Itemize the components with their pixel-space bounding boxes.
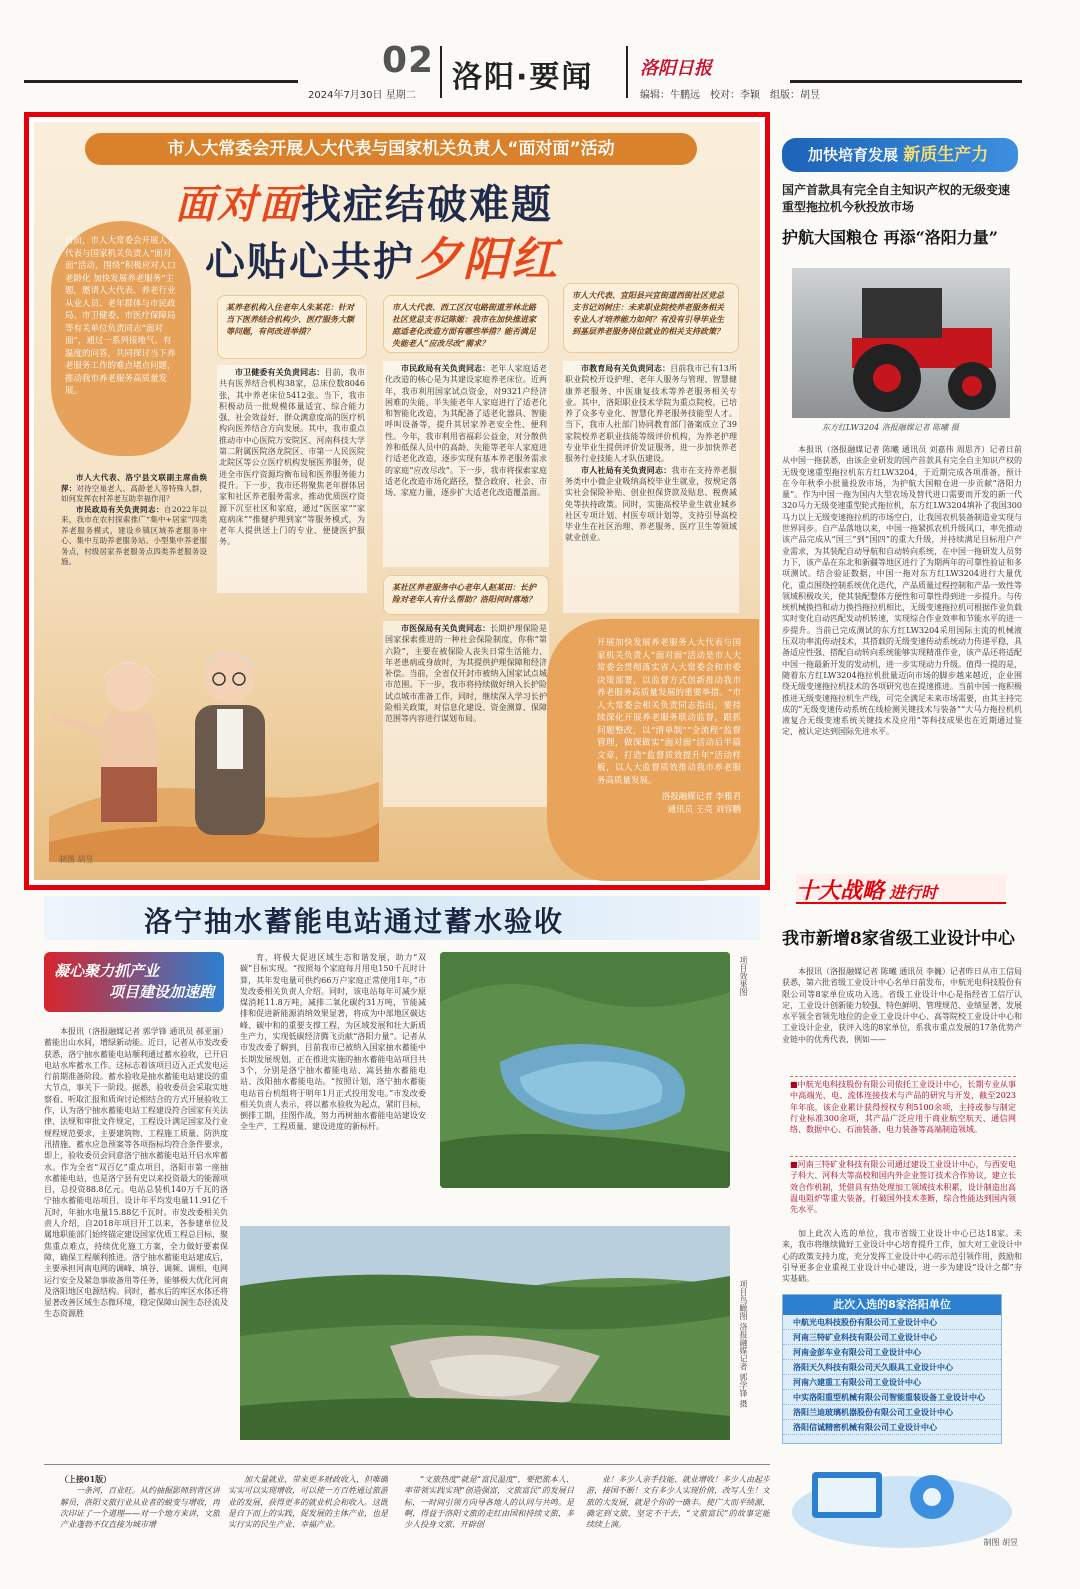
header-rule-right — [790, 80, 1022, 83]
question-card-2 — [383, 295, 549, 353]
headline-line-2 — [205, 223, 559, 289]
editor-credits: 编辑：牛鹏远 校对：李颖 组版：胡昱 — [640, 90, 820, 101]
project-badge-a: 凝心聚力抓产业 — [54, 962, 160, 980]
article-2 — [44, 896, 760, 1456]
continued-label: （上接01版） — [60, 1474, 112, 1484]
bottom-text-4: 业！多少人亲手技能、就业增收！多少人由起步游，接国不断！文有多少人实现价值，改写人生！文旅的大发展，就是个你的一确丰。使广大而平绩源，确定到文旅，坚定不干去，“文旅富民”的故事定能续续上演。 — [586, 1475, 770, 1530]
bottom-text-2: 加大量就业、带来更多财政收入，但唯确实实可以实现增收，可以使一方百姓通过旅游业的发展，获得更多的就业机会和收入。这既是自下而上的实践，促发展的主体产业，也是实行实的民生产业、幸福产业。 — [228, 1475, 388, 1530]
unit-list-box — [782, 1294, 1002, 1444]
side-subhead: 国产首款具有完全自主知识产权的无级变速重型拖拉机今秋投放市场 — [782, 183, 1011, 214]
answer-2: 老年人家庭适老化改造的核心是为其建设家庭养老床位。近两年，我市利用国家试点资金，对9321户经济困难的失能、半失能老年人家庭进行了适老化和智能化改造，为其配备了适老化器具、智能呼叫设备等，提升其居家养老安全性、便利性。今年，我市利用省福彩公益金，对分散供养和低保人员中的高龄、失能等老年人家庭进行适老化改造，逐步实现有基本养老服务需求的家庭“应改尽改”。下一步，我市将探索家庭适老化改造市场化路径，整合政府、社会、市场、家庭力量，逐步扩大适老化改造覆盖面。 — [385, 364, 548, 498]
side-bottom-headline: 我市新增8家省级工业设计中心 — [782, 929, 1015, 949]
article-2-col-1: 本报讯（洛报融媒记者 郭学锋 通讯员 郝亚丽）蓄能出山水间，增绿新动能。近日，记者从市发改委获悉，洛宁抽水蓄能电站顺利通过蓄水验收，已开启电站水库蓄水工作。这标志着该项目迈入正式发电运行前期准备阶段。蓄水验收是抽水蓄能电站建设的重大节点，事关下一阶段。据悉，验收委员会采取实地察看、听取汇报和质询讨论相结合的方式开展验收工作，认为洛宁抽水蓄能电站工程建设符合国家有关法律、法规和审批文件规定，工程设计满足国家及行业规程规范要求，主要建筑物、工程施工质量、防洪度汛措施、蓄水应急预案等各项指标均符合条件要求，即上，验收委员会同意洛宁抽水蓄能电站开启水库蓄水。作为全省“双百亿”重点项目，洛阳市第一座抽水蓄能电站，也是洛宁县有史以来投资最大的能源项目，总投资88.8亿元。电站总装机140万千瓦的洛宁抽水蓄能电站项目，设计年平均发电量11.91亿千瓦时，年抽水电量15.88亿千瓦时。市发改委相关负责人介绍，自2018年项目开工以来，各参建单位及属地职能部门始终锚定建设国家优质工程总目标，聚焦重点难点，持续优化施工方案，全力做好要素保障，确保工程顺利推进。洛宁抽水蓄能电站建成后，主要承担河南电网的调峰、填谷、调频、调相、电网运行安全及紧急事故备用等任务，能够极大优化河南及洛阳地区电源结构。同时，蓄水后的库区水体还将显著改善区域生态微环境，稳定保障山洞生态径流及生态资源胜 — [44, 1027, 228, 1319]
side-headline: 护航大国粮仓 再添“洛阳力量” — [782, 228, 998, 247]
unit-list — [783, 1315, 1001, 1435]
unit-list-item: 河南金彭车业有限公司工业设计中心 — [783, 1345, 1001, 1360]
side-badge-a: 加快培育发展 — [808, 146, 899, 164]
project-badge — [44, 952, 224, 1012]
feature-story — [24, 112, 770, 890]
page-header — [0, 0, 1080, 104]
elderly-couple-illustration — [49, 617, 379, 862]
header-divider — [440, 46, 442, 98]
unit-list-item: 洛阳天久科技有限公司天久眼具工业设计中心 — [783, 1360, 1001, 1375]
headline-dark-1: 找症结破难题 — [301, 181, 553, 228]
page-number: 02 — [382, 40, 435, 81]
outro-box — [547, 619, 759, 881]
side-badge — [782, 138, 1018, 172]
unit-list-item: 洛阳信诚精密机械有限公司工业设计中心 — [783, 1420, 1001, 1435]
issue-date: 2024年7月30日 星期二 — [308, 90, 416, 101]
header-rule — [24, 80, 298, 83]
answer-1-label: 市卫健委有关负责同志： — [235, 367, 325, 377]
unit-list-title: 此次入选的8家洛阳单位 — [783, 1295, 1001, 1315]
intro-box: 日前，市人大常委会开展人大代表与国家机关负责人“面对面”活动，围绕“积极应对人口老龄化 加快发展养老服务”主题，邀请人大代表、养老行业从业人员、老年群体与市民政局、市卫健委、市医疗保障局等有关单位负责同志“面对面”，通过一系列接地气、有温度的问答，共同探讨当下养老服务工作的难点堵点问题，推动我市养老服务高质量发展。 — [51, 221, 191, 456]
bottom-strip — [60, 1464, 770, 1574]
outro-text: 开展加快发展养老服务人大代表与国家机关负责人“面对面”活动是市人大常委会贯彻落实省人大常委会和市委决策部署，以监督方式创新推动我市养老服务高质量发展的重要举措。“市人大常委会相关负责同志指出，要持续深化开展养老服务联动监督，跟抓问题整改，以“清单制”“全流程”监督管理，做深做实“面对面”活动后半篇文章，打造“监督质效提升年”活动样板，以人大监督质效推动我市养老服务高质量发展。 — [597, 638, 741, 786]
masthead-logo: 洛阳日报 — [640, 58, 712, 79]
strategy-badge-a: 十大战略 — [796, 879, 885, 904]
bottom-text-3: “文旅热度”就是“富民温度”，要把旅本人、率带领实践实现“创造强富，文旅富民”的发展目标，一时间引领方向导各地人的认同与共鸣。是啊，得益于洛阳文旅的走红由国和持续文旅，多少人投身文旅、开辟创 — [404, 1475, 574, 1530]
side-bottom-body: 本报讯（洛报融媒记者 陈曦 通讯员 李巍）记者昨日从市工信局获悉，第六批省级工业设计中心名单日前发布，中航光电科技股份有限公司等8家单位成功入选。省级工业设计中心是指经省工信厅认定，工业设计创新能力较强、特色鲜明、管理规范、业绩显著、发展水平领全省领先地位的企业工业设计中心、高等院校工业设计中心和工业设计企业，获评入选的8家单位，系我市重点发展的17条优势产业链中的优秀代表，例如—— — [782, 967, 1022, 1044]
strategy-badge — [796, 874, 1006, 904]
example-2: ■河南三特矿业科技有限公司通过建设工业设计中心，与西安电子科大、河科大等高校和国内外企业签订技术合作协议，建立长效合作机制，凭借具有热处理加工领域技术积累，设计制造出高温电阻炉等重大装备，打破国外技术垄断，综合性能达到国内领先水平。 — [790, 1156, 1016, 1224]
question-3: 市人大代表、宜阳县兴宜街道西街社区党总支书记刘树庄：未来职业院校养老服务相关专业人才培养能力如何？有没有引导毕业生到基层养老服务岗位就业的相关支持政策？ — [572, 290, 724, 336]
side-badge-b: 新质生产力 — [903, 145, 989, 165]
aerial-caption: 项目鸟瞰图 洛报融媒记者 郭学锋 摄 — [739, 1280, 748, 1408]
answer-column-1 — [217, 365, 367, 593]
answer-column-2 — [383, 361, 549, 567]
side-top-article — [782, 132, 1022, 862]
headline-red-2: 夕阳红 — [415, 232, 559, 286]
bottom-rule — [44, 1464, 770, 1465]
strategy-badge-b: 进行时 — [889, 883, 938, 902]
answer-2-label: 市民政局有关负责同志： — [401, 363, 491, 373]
answer-3-label: 市教育局有关负责同志： — [581, 363, 671, 373]
aerial-photo — [240, 1226, 730, 1440]
article-2-col-2: 育，将极大促进区域生态和谐发展，助力“双碳”目标实现。“按照每个家庭每月用电150千瓦时计算，其年发电量可供约66万户家庭正常使用1年，”市发改委相关负责人介绍。同时，该电站每年可减少原煤消耗11.8万吨，减排二氧化碳约31万吨，节能减排和促进新能源消纳效果显著，将成为中部地区碳达峰、碳中和的重要支撑工程，为区域发展和壮大新质生产力，实现低碳经济腾飞贡献“洛阳力量”。记者从市发改委了解到，目前我市已被纳入国家抽水蓄能中长期发展规划，正在推进实施的抽水蓄能电站项目共3个，分别是洛宁抽水蓄能电站、嵩县抽水蓄能电站、汝阳抽水蓄能电站。“按照计划，洛宁抽水蓄能电站首台机组将于明年1月正式投用发电。”市发改委相关负责人表示，将以蓄水验收为起点，紧盯目标，倒排工期，挂图作战，努力再树抽水蓄能电站建设安全生产、工程质量、建设进度的新标杆。 — [240, 953, 426, 1132]
header-divider-2 — [626, 46, 628, 98]
render-caption: 项目效果图 — [739, 956, 748, 996]
question-4: 某社区养老服务中心老年人赵某田：长护险对老年人有什么帮助？洛阳何时落地？ — [392, 582, 536, 604]
question-card-3 — [563, 283, 739, 353]
cloud-graphic — [782, 1452, 1022, 1552]
question-card-4 — [383, 575, 549, 615]
side-qa-column: 市人大代表、洛宁县文联副主席曲焕萍：对待空巢老人、高龄老人等特殊人群，如何发挥农村养老互助幸福作用？ 市民政局有关负责同志：自2022年以来，我市在农村探索推广“集中+居家”四类养老服务模式，建设乡镇区域养老服务中心、集中互助养老服务站、小型集中养老服务点，村级居家养老服务点四类养老服务设施。 — [61, 473, 207, 566]
question-card-1 — [217, 295, 367, 359]
example-1: ■中航光电科技股份有限公司依托工业设计中心，长期专业从事中高端光、电、流体连接技术与产品的研究与开发，截至2023年年底，该企业累计获得授权专利5100余项，主持或参与制定行业标准300余项，其产品广泛应用于商业航空航天、通信网络、数据中心、石油装备、电力装备等高端制造领域。 — [790, 1076, 1016, 1154]
answer-column-3 — [563, 361, 739, 613]
unit-list-item: 河南三特矿业科技有限公司工业设计中心 — [783, 1330, 1001, 1345]
side-body: 本报讯（洛报融媒记者 陈曦 通讯员 刘嘉伟 周思齐）记者日前从中国一拖获悉，由该企业研发的国产首款具有完全自主知识产权的无级变速重型拖拉机东方红LW3204，于近期完成各项准备，预计在今年秋季小批量投放市场，为护航大国粮仓进一步贡献“洛阳力量”。作为中国一拖为国内大型农场及替代进口需要而开发的新一代320马力无级变速重型轮式拖拉机，东方红LW3204填补了我国300马力以上无级变速拖拉机的市场空白，让我国农机装备制造业实现与世界同步。自产品落地以来，中国一拖紧抓农机升级风口，率先推动该产品完成从“国三”到“国四”的重大升级，并持续满足目标用户产业需求，为其装配自动导航和自动转向系统，在中国一拖研发人员努力下，该产品在东北和新疆等地区进行了为期两年的可靠性验证和多项测试。结合验证数据，中国一拖对东方红LW3204进行大量优化，重点围绕控制系统优化迭代，产品质量过程控制和产品一致性等领域积极攻关，使其装配整体方便性和可靠性得到进一步提升。与传统机械换挡和动力换挡拖拉机相比，无级变速拖拉机可根据作业负载实时变化自动匹配发动机转速，实现综合作业效率和节能水平的进一步提升。当前已完成测试的东方红LW3204采用国际主流的机械液压双功率流传动技术，其搭载的无级变速传动系统动力传递平稳，具备适应性强、搭配自动转向系统能够实现精准作业，该产品还将适配中国一拖最新开发的发动机，进一步实现动力升级。值得一提的是，随着东方红LW3204拖拉机批量迈向市场的脚步越来越近，企业围绕无级变速拖拉机技术的各项研究也在提速推进。当前中国一拖积极推进无级变速拖拉机生产线，可完全满足未来市场需要，由其主持完成的“无级变速传动系统在线检测关键技术与装备”“大马力拖拉机机液复合无级变速系统关键技术及应用”等科技成果也在近期通过鉴定，被认定达到国际先进水平。 — [782, 445, 1022, 737]
bottom-text-1: 一条河，百业旺。从约抽掘影师到背区讲解员，洛阳文旅行业从业者的蜕变与增收，再次印证了一个道理——对一个地方来讲，文旅产业蓬勃不仅直接为城市增 — [60, 1486, 220, 1530]
section-title: 洛阳·要闻 — [452, 60, 594, 95]
feature-artist-credit: 制图 胡昱 — [59, 855, 94, 864]
side-bottom-artist: 制图 胡昱 — [983, 1538, 1018, 1547]
unit-list-item: 洛阳兰迪玻璃机器股份有限公司工业设计中心 — [783, 1405, 1001, 1420]
answer-3b-label: 市人社局有关负责同志： — [581, 464, 672, 475]
headline-red-1: 面对面 — [175, 181, 301, 228]
byline-1: 洛报融媒记者 李雅君 — [661, 792, 741, 802]
question-2: 市人大代表、西工区汉屯路街道芳林北路社区党总支书记陈姬：我市在加快推进家庭适老化改造方面有哪些举措？能否满足失能老人“应改尽改”需求？ — [392, 302, 536, 348]
bottom-col-1 — [60, 1474, 220, 1564]
answer-1: 目前，我市共有医养结合机构38家，总床位数8046张，其中养老床位5412张。当下，我市积极动员一批规模体量适宜、综合能力强、社会效益好、群众满意度高的医疗机构向医养结合方向发展。其中，我市重点推动市中心医院万安院区、河南科技大学第二附属医院洛龙院区、市第一人民医院北院区等公立医疗机构发展医养服务，促进全市医疗资源均衡布局和医养服务能力提升。下一步，我市还将聚焦老年群体居家和社区养老服务需求，推动优质医疗资源下沉至社区和家庭，通过“医医家”“家庭病床”“推健护理到家”等服务模式，为老年人提供送上门的专业、便捷医护服务。 — [219, 368, 366, 547]
answer-column-4 — [383, 621, 549, 807]
headline-line-1 — [175, 173, 553, 230]
unit-list-item: 中航光电科技股份有限公司工业设计中心 — [783, 1315, 1001, 1330]
project-badge-b: 项目建设加速跑 — [108, 983, 214, 1001]
byline-2: 通讯员 王亮 刘容鹏 — [667, 804, 741, 815]
feature-headline — [175, 173, 635, 286]
headline-dark-2: 心贴心共护 — [205, 238, 415, 285]
tractor-photo — [792, 268, 1010, 418]
feature-banner: 市人大常委会开展人大代表与国家机关负责人“面对面”活动 — [85, 133, 697, 165]
answer-3b: 我市在支持养老服务类中小微企业吸纳高校毕业生就业，按规定落实社会保险补贴、创业担保贷款及贴息、税费减免等扶持政策。同时，实施高校毕业生就业城乡社区专项计划、村医专项计划等，支持引导高校毕业生在社区治理、养老服务、医疗卫生等领域就业创业。 — [565, 465, 738, 543]
unit-list-item: 中实洛阳重型机械有限公司智能重装设备工业设计中心 — [783, 1390, 1001, 1405]
article-2-title-bar — [44, 896, 760, 940]
answer-4-label: 市医保局有关负责同志： — [401, 623, 491, 633]
article-2-headline: 洛宁抽水蓄能电站通过蓄水验收 — [144, 905, 565, 938]
unit-list-item: 河南六建重工有限公司工业设计中心 — [783, 1375, 1001, 1390]
side-bottom-body-2: 加上此次入选的单位，我市省级工业设计中心已达18家。未来，我市将继续做好工业设计中心培育提升工作，加大对工业设计中心的政策支持力度，充分发挥工业设计中心的示范引领作用，鼓励和引导更多企业重视工业设计中心建设，进一步为建设“设计之都”夯实基础。 — [782, 1229, 1022, 1284]
tractor-caption: 东方红LW3204 洛报融媒记者 陈曦 摄 — [822, 423, 959, 432]
project-render-photo — [440, 952, 730, 1188]
answer-3: 目前我市已有13所职业院校开设护理、老年人服务与管理、智慧健康养老服务、中医康复技术等养老服务相关专业。其中，洛阳职业技术学院为重点院校，已培养了众多专业化、智慧化养老服务技能型人才。当下，我市人社部门协同教育部门备案成立了39家院校养老职业技能等级评价机构，为养老护理专业毕业生提供评价发证服务，进一步加快养老服务行业技能人才队伍建设。 — [565, 364, 737, 464]
question-1: 某养老机构入住老年人朱某花：针对当下医养结合机构少、医疗服务大额等问题，有何改进举措？ — [226, 302, 354, 336]
answer-4: 长期护理保险是国家探索推进的一种社会保险制度，你称“第六险”，主要在被保险人丧失日常生活能力、年老患病或身故时，为其提供护理保障和经济补偿。当前，全省仅开封市被纳入国家试点城市范围。下一步，我市将持续做好纳入长护险试点城市准备工作，同时，继续深入学习长护险相关政策，对信息化建设、资金测算、保障范围等内容进行谋划布局。 — [385, 624, 548, 724]
